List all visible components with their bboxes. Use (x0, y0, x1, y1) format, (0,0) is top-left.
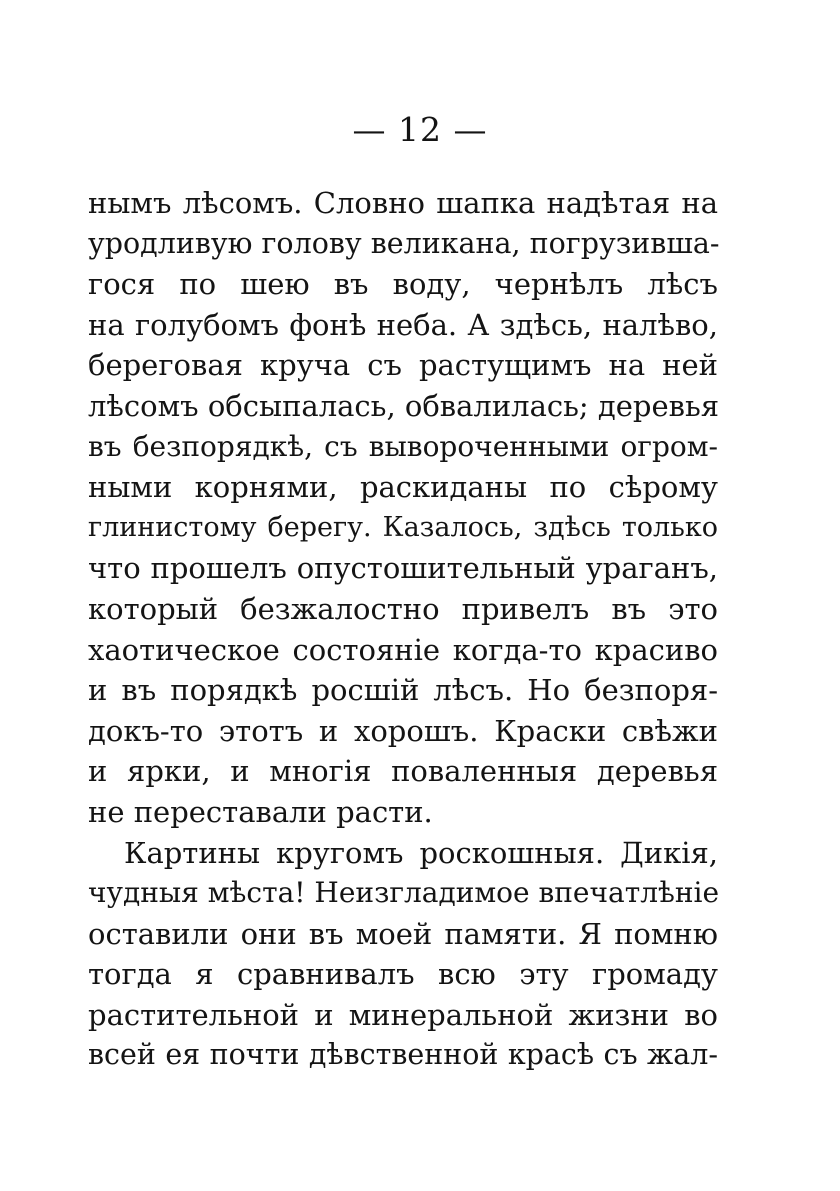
text-line: что прошелъ опустошительный ураганъ, (88, 551, 718, 586)
text-line: Картины кругомъ роскошныя. Дикiя, (124, 835, 718, 870)
text-line: нымъ лѣсомъ. Словно шапка надѣтая на (88, 186, 718, 220)
text-line: чудныя мѣста! Неизгладимое впечатлѣнiе (88, 876, 720, 910)
text-line: глинистому берегу. Казалось, здѣсь только (88, 511, 718, 543)
text-line: растительной и минеральной жизни во (88, 997, 718, 1032)
text-line: береговая круча съ растущимъ на ней (88, 348, 718, 383)
page-number: — 12 — (352, 110, 488, 149)
text-line: гося по шею въ воду, чернѣлъ лѣсъ (88, 267, 718, 302)
paragraph-2 (88, 833, 718, 1077)
text-line: на голубомъ фонѣ неба. А здѣсь, налѣво, (88, 307, 718, 342)
text-line: докъ-то этотъ и хорошъ. Краски свѣжи (88, 713, 718, 748)
text-line: лѣсомъ обсыпалась, обвалилась; деревья (88, 388, 720, 423)
text-line: оставили они въ моей памяти. Я помню (88, 916, 718, 951)
body-text (88, 183, 718, 1076)
text-line: который безжалостно привелъ въ это (88, 591, 718, 626)
paragraph-1 (88, 183, 718, 833)
text-line: хаотическое состоянiе когда-то красиво (88, 632, 718, 667)
text-line: ными корнями, раскиданы по сѣрому (88, 470, 718, 505)
text-line: всей ея почти дѣвственной красѣ съ жал- (88, 1038, 718, 1072)
text-line: не переставали расти. (88, 794, 433, 829)
text-line: и въ порядкѣ росшiй лѣсъ. Но безпоря- (88, 673, 718, 708)
text-line: и ярки, и многiя поваленныя деревья (88, 754, 718, 789)
text-line: тогда я сравнивалъ всю эту громаду (88, 957, 718, 992)
text-line: уродливую голову великана, погрузивша- (88, 226, 720, 260)
text-line: въ безпорядкѣ, съ вывороченными огром- (88, 429, 718, 463)
